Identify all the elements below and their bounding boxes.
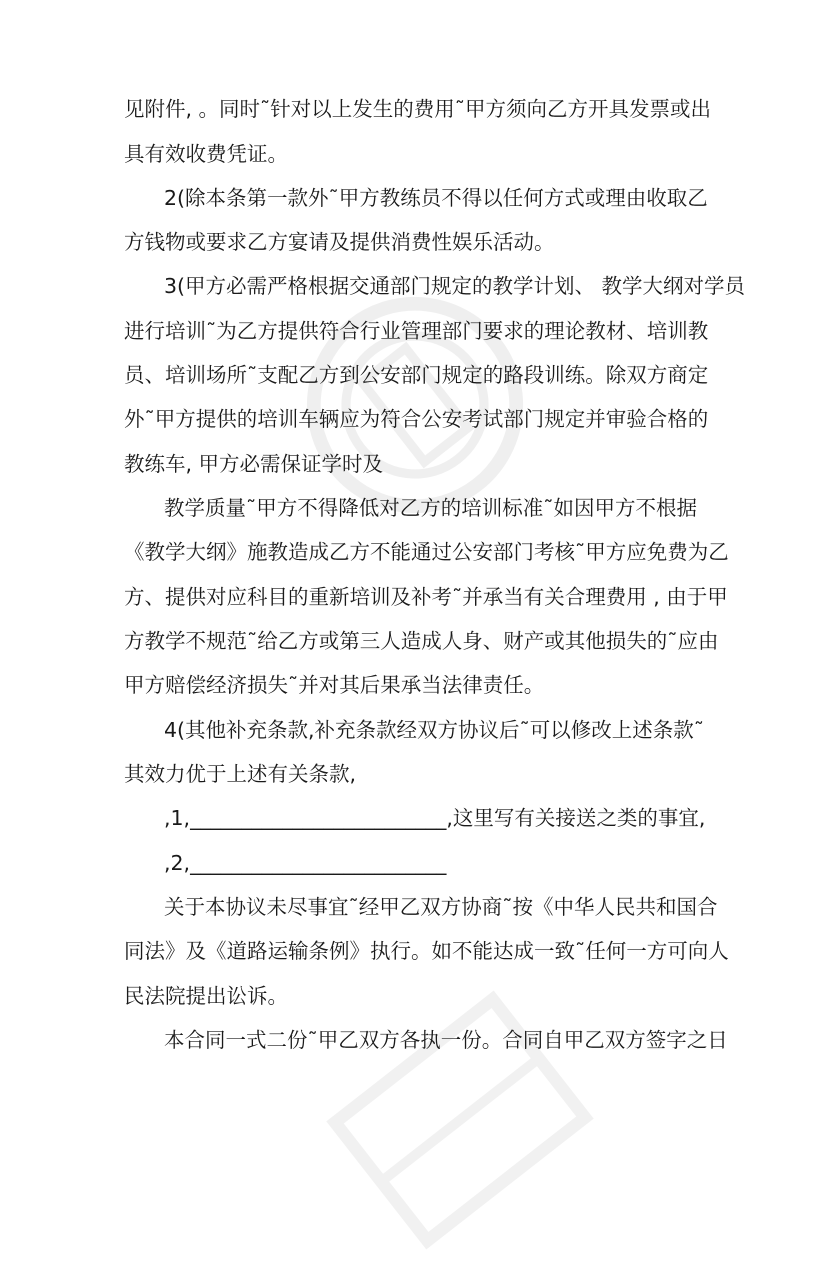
- text-line: 方教学不规范˜给乙方或第三人造成人身、财产或其他损失的˜应由: [124, 629, 719, 653]
- text-line: 民法院提出讼诉。: [124, 984, 288, 1008]
- blank-field-line: ,2,_________________________: [164, 851, 447, 875]
- text-line: 员、培训场所˜支配乙方到公安部门规定的路段训练。除双方商定: [124, 363, 709, 387]
- paragraph-start: 2(除本条第一款外˜甲方教练员不得以任何方式或理由收取乙: [164, 186, 708, 210]
- text-line: 方、提供对应科目的重新培训及补考˜并承当有关合理费用 , 由于甲: [124, 585, 728, 609]
- text-line: 见附件, 。同时˜针对以上发生的费用˜甲方须向乙方开具发票或出: [124, 97, 712, 121]
- paragraph-start: 教学质量˜甲方不得降低对乙方的培训标准˜如因甲方不根据: [164, 496, 697, 520]
- text-line: 《教学大纲》施教造成乙方不能通过公安部门考核˜甲方应免费为乙: [124, 540, 729, 564]
- text-line: 教练车, 甲方必需保证学时及: [124, 452, 384, 476]
- text-line: 进行培训˜为乙方提供符合行业管理部门要求的理论教材、培训教: [124, 319, 709, 343]
- blank-field-line: ,1,_________________________,这里写有关接送之类的事宜,: [164, 806, 706, 830]
- paragraph-start: 4(其他补充条款,补充条款经双方协议后˜可以修改上述条款˜: [164, 718, 705, 742]
- paragraph-start: 关于本协议未尽事宜˜经甲乙双方协商˜按《中华人民共和国合: [164, 895, 718, 919]
- text-line: 外˜甲方提供的培训车辆应为符合公安考试部门规定并审验合格的: [124, 407, 709, 431]
- text-line: 其效力优于上述有关条款,: [124, 762, 357, 786]
- text-line: 甲方赔偿经济损失˜并对其后果承当法律责任。: [124, 673, 545, 697]
- text-line: 具有效收费凭证。: [124, 142, 288, 166]
- text-line: 方钱物或要求乙方宴请及提供消费性娱乐活动。: [124, 230, 555, 254]
- text-line: 同法》及《道路运输条例》执行。如不能达成一致˜任何一方可向人: [124, 939, 729, 963]
- paragraph-start: 本合同一式二份˜甲乙双方各执一份。合同自甲乙双方签字之日: [164, 1028, 728, 1052]
- paragraph-start: 3(甲方必需严格根据交通部门规定的教学计划、 教学大纲对学员: [164, 274, 746, 298]
